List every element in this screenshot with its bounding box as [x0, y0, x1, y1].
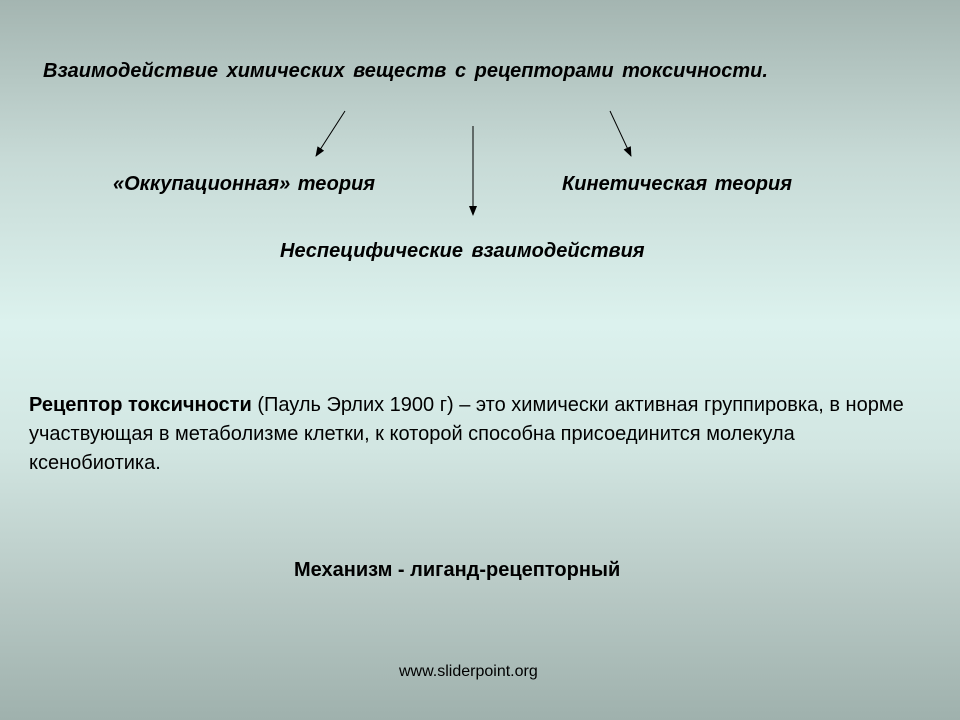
theory-nonspecific: Неспецифические взаимодействия	[280, 240, 645, 262]
arrow-to-kinetic	[610, 111, 631, 156]
definition-term: Рецептор токсичности	[29, 394, 252, 416]
receptor-definition	[29, 391, 929, 478]
arrow-to-occupational	[316, 111, 345, 156]
footer-url: www.sliderpoint.org	[399, 663, 538, 680]
mechanism-statement: Механизм - лиганд-рецепторный	[294, 559, 621, 581]
definition-text: (Пауль Эрлих 1900 г) – это химически активная группировка, в норме участвующая в метаболизме клетки, к которой способна присоединится молекула ксенобиотика.	[29, 394, 904, 474]
theory-kinetic: Кинетическая теория	[562, 173, 793, 195]
theory-occupational: «Оккупационная» теория	[113, 173, 376, 195]
slide-title: Взаимодействие химических веществ с рецепторами токсичности.	[43, 60, 768, 82]
